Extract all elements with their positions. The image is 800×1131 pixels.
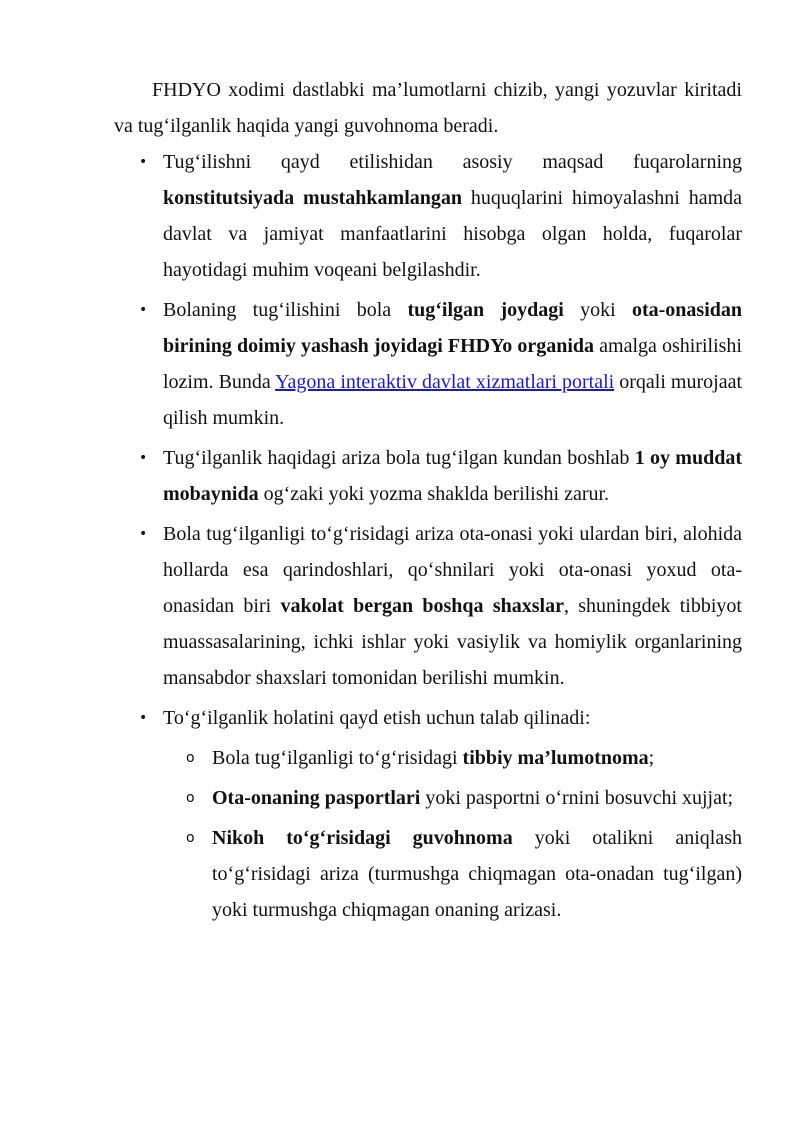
- item-text: yoki: [563, 299, 632, 321]
- item-text: Bola tug‘ilganligi to‘g‘risidagi ariza ota-onasi yoki ulardan biri, alohida hollarda esa qarindoshlari, qo‘shnilari yoki ota-onasi yoxud ota-onasidan biri: [163, 523, 742, 617]
- item-bold-text: Nikoh to‘g‘risidagi guvohnoma: [212, 827, 513, 849]
- item-text: og‘zaki yoki yozma shaklda berilishi zarur.: [258, 483, 610, 505]
- sub-bullet-marker: o: [186, 830, 195, 846]
- item-text: yoki pasportni o‘rnini bosuvchi xujjat;: [420, 787, 734, 809]
- item-bold-text: 1 oy muddat mobaynida: [163, 447, 742, 505]
- item-text: Tug‘ilganlik haqidagi ariza bola tug‘ilgan kundan boshlab: [163, 447, 635, 469]
- item-text: huquqlarini himoyalashni hamda davlat va jamiyat manfaatlarini hisobga olgan holda, fuqarolar hayotidagi muhim voqeani belgilashdir.: [163, 187, 742, 281]
- bullet-list: [0, 144, 800, 928]
- item-bold-text: vakolat bergan boshqa shaxslar: [280, 595, 564, 617]
- list-item-registration-place: [0, 292, 742, 436]
- item-text: orqali murojaat qilish mumkin.: [163, 371, 742, 429]
- list-item-deadline: [0, 440, 742, 512]
- item-text: , shuningdek tibbiyot muassasalarining, ichki ishlar yoki vasiylik va homiylik organlarining mansabdor shaxslari tomonidan berilishi mumkin.: [163, 595, 742, 689]
- sub-item-medical-certificate: [0, 740, 742, 776]
- item-bold-text: tibbiy ma’lumotnoma: [462, 747, 649, 769]
- item-bold-text: konstitutsiyada mustahkamlangan: [163, 187, 462, 209]
- item-text: Bola tug‘ilganligi to‘g‘risidagi: [212, 747, 463, 769]
- bullet-marker: •: [139, 450, 148, 466]
- sub-bullet-marker: o: [186, 790, 195, 806]
- sub-item-passports: [0, 780, 742, 816]
- sub-item-marriage-certificate: [0, 820, 742, 928]
- bullet-marker: •: [139, 526, 148, 542]
- item-text: Bolaning tug‘ilishini bola: [163, 299, 408, 321]
- item-text: ;: [648, 747, 655, 769]
- item-text: amalga oshirilishi lozim. Bunda: [163, 335, 742, 393]
- bullet-marker: •: [139, 302, 148, 318]
- portal-link[interactable]: Yagona interaktiv davlat xizmatlari portali: [275, 371, 615, 393]
- item-text: To‘g‘ilganlik holatini qayd etish uchun talab qilinadi:: [163, 707, 591, 729]
- item-bold-text: ota-onasidan birining doimiy yashash joyidagi FHDYo organida: [163, 299, 742, 357]
- list-item-requirements: [0, 700, 742, 928]
- item-text: Tug‘ilishni qayd etilishidan asosiy maqsad fuqarolarning: [163, 151, 742, 173]
- bullet-marker: •: [139, 710, 148, 726]
- item-text: yoki otalikni aniqlash to‘g‘risidagi ariza (turmushga chiqmagan ota-onadan tug‘ilgan) yoki turmushga chiqmagan onaning arizasi.: [212, 827, 742, 921]
- intro-paragraph: FHDYO xodimi dastlabki ma’lumotlarni chizib, yangi yozuvlar kiritadi va tug‘ilganlik haqida yangi guvohnoma beradi.: [114, 79, 742, 137]
- bullet-marker: •: [139, 154, 148, 170]
- list-item-registration-purpose: [0, 144, 742, 288]
- item-bold-text: tug‘ilgan joydagi: [407, 299, 564, 321]
- list-item-applicants: [0, 516, 742, 696]
- sub-bullet-marker: o: [186, 750, 195, 766]
- requirements-sublist: [163, 740, 742, 928]
- item-bold-text: Ota-onaning pasportlari: [212, 787, 421, 809]
